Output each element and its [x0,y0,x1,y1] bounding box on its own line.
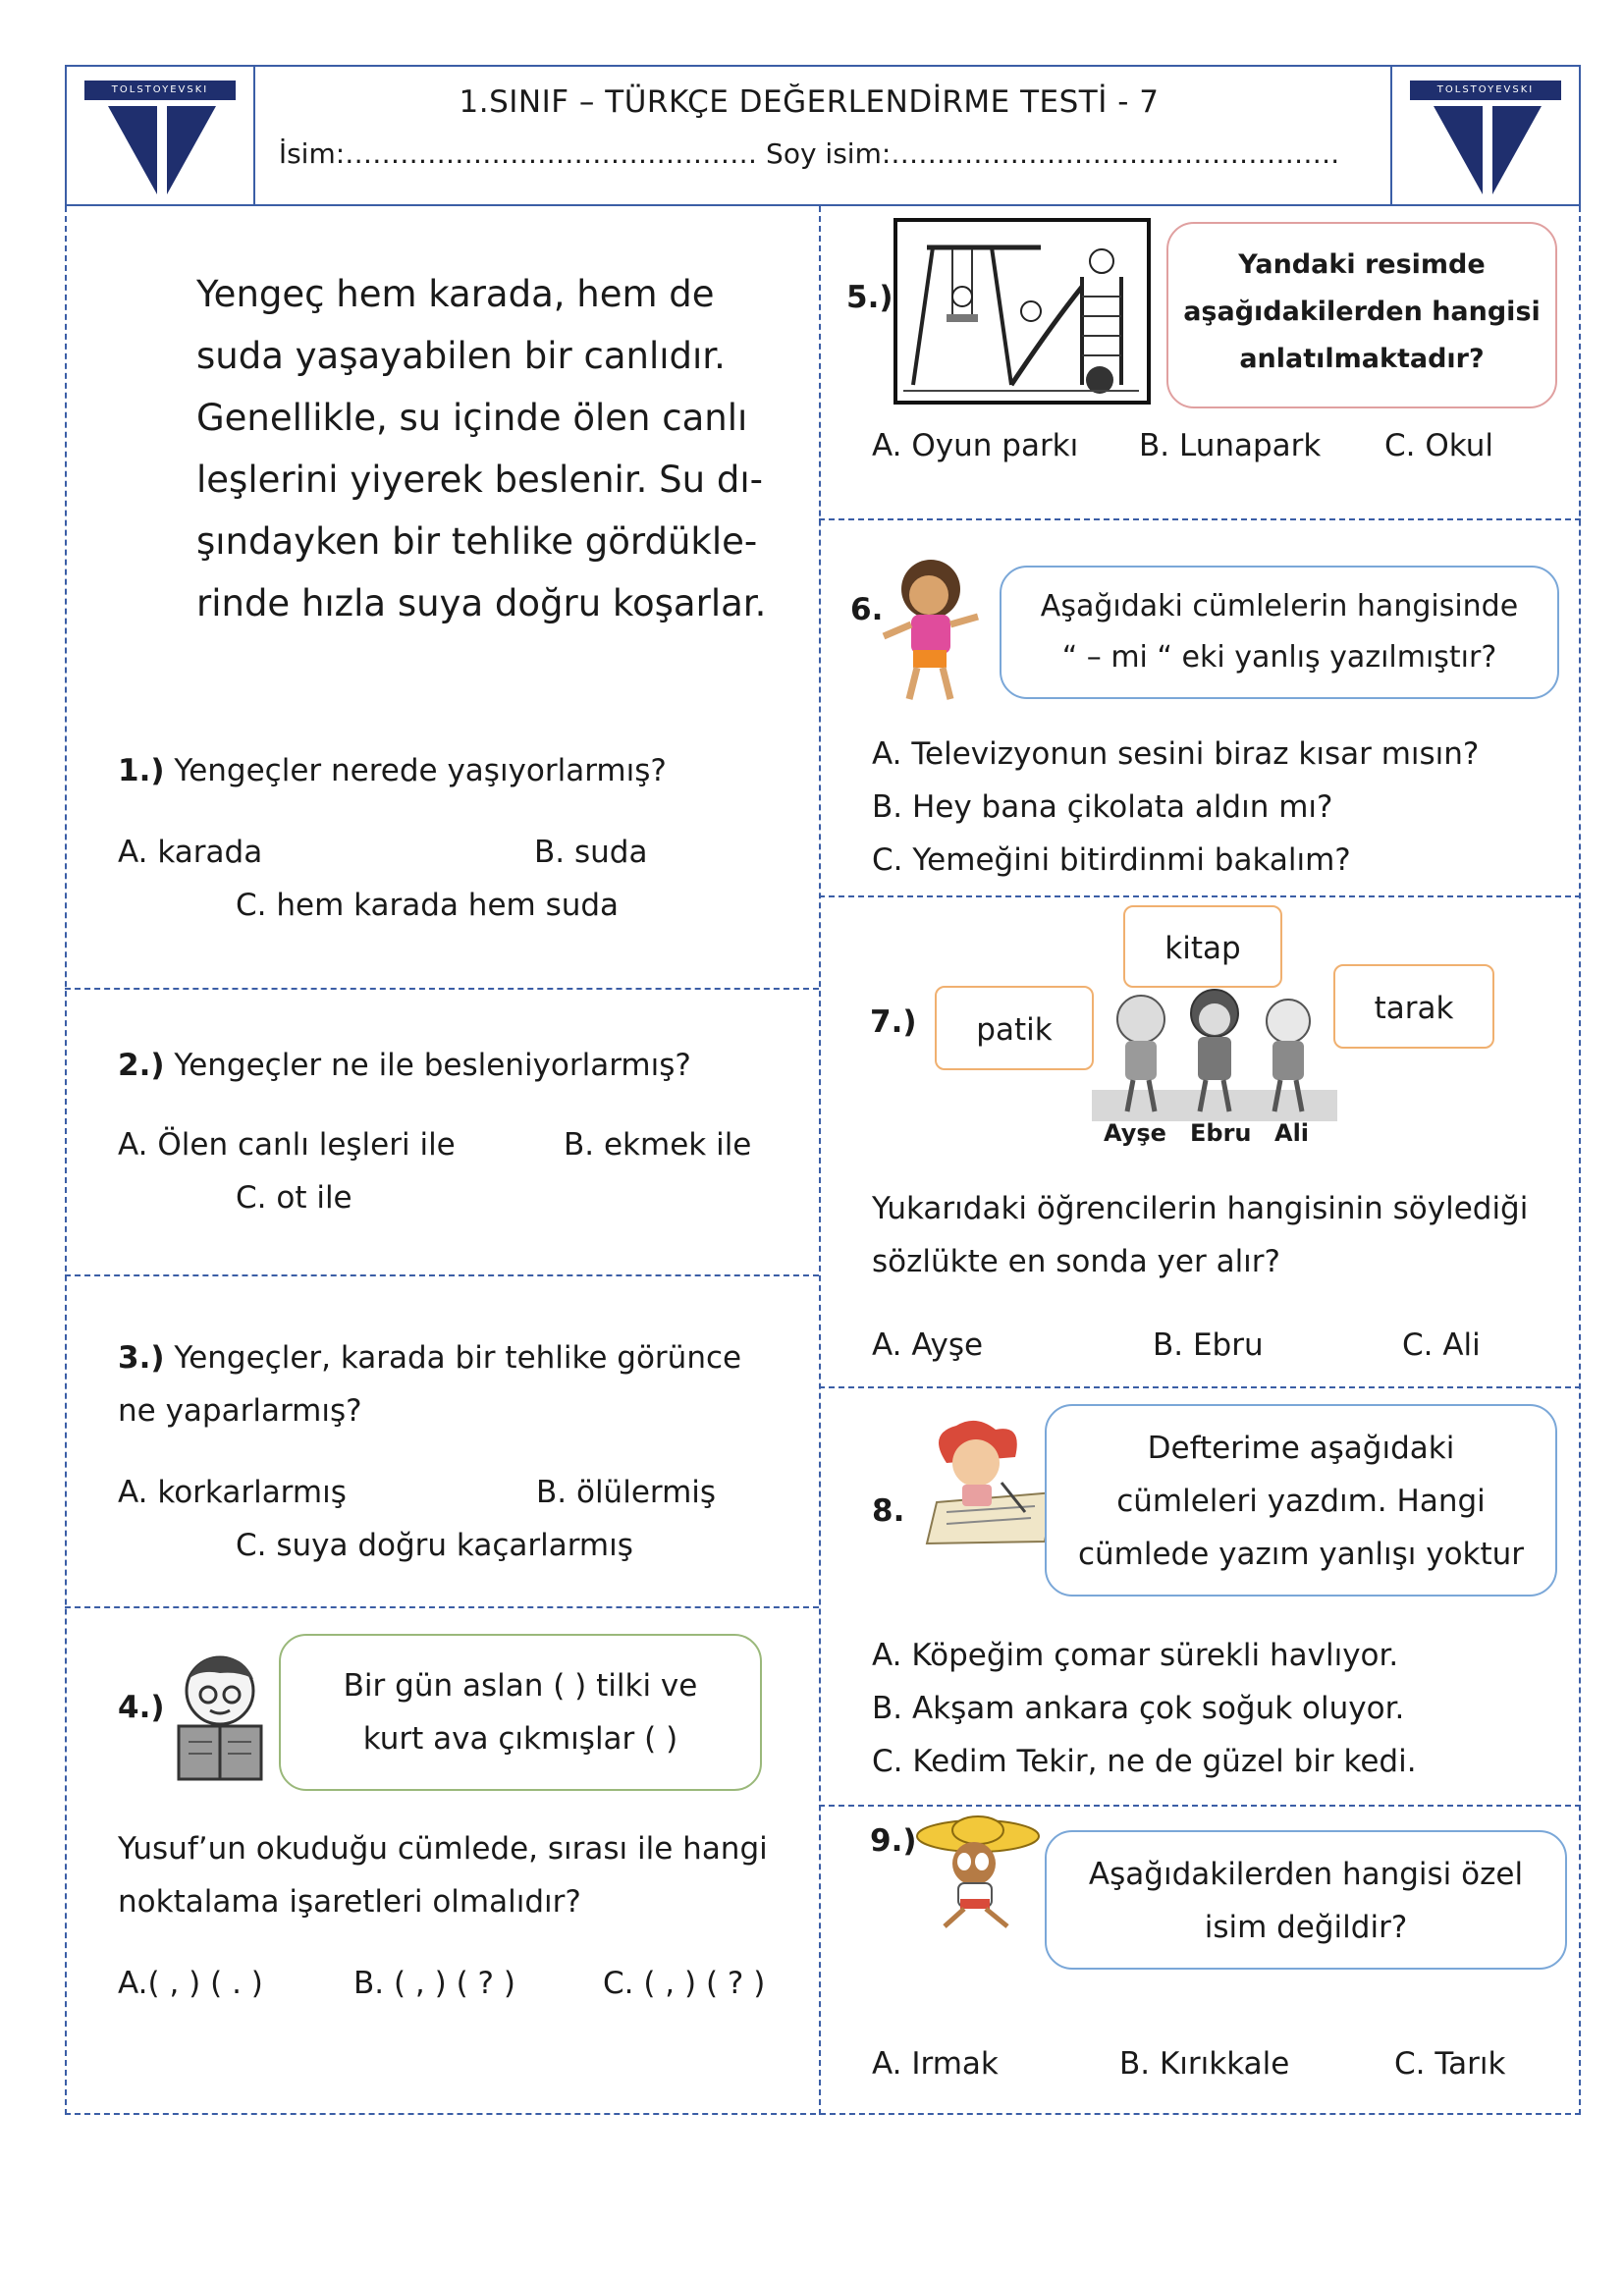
question-text: ne yaparlarmış? [118,1393,362,1429]
passage-line: leşlerini yiyerek beslenir. Su dı- [196,459,763,501]
question-8 [872,1485,904,1538]
column-divider [819,206,821,2115]
option-b[interactable]: B. ölülermiş [536,1475,717,1510]
bubble-line: “ – mi “ eki yanlış yazılmıştır? [1061,640,1497,675]
option-c[interactable]: C. hem karada hem suda [236,888,620,923]
divider [819,1386,1581,1388]
passage-line: Yengeç hem karada, hem de [196,273,715,315]
speech-bubble [1045,1404,1557,1597]
bubble-line: Aşağıdaki cümlelerin hangisinde [1040,589,1519,623]
option-c[interactable]: C. suya doğru kaçarlarmış [236,1528,633,1563]
speech-bubble [279,1634,762,1791]
bubble-line: cümleleri yazdım. Hangi [1116,1484,1486,1519]
option-b[interactable]: B. Akşam ankara çok soğuk oluyor. [872,1691,1405,1726]
question-4 [118,1681,165,1734]
divider [65,1274,819,1276]
question-number: 4.) [118,1690,165,1725]
divider [65,1606,819,1608]
option-c[interactable]: C. Tarık [1394,2046,1506,2082]
option-b[interactable]: B. Hey bana çikolata aldın mı? [872,789,1333,825]
bubble-line: Aşağıdakilerden hangisi özel [1088,1857,1524,1892]
question-number: 3.) [118,1340,165,1376]
question-7 [870,996,917,1049]
logo-text: TOLSTOYEVSKI [1410,81,1561,100]
option-a[interactable]: A. Ölen canlı leşleri ile [118,1127,456,1163]
question-number: 6. [850,592,884,627]
option-b[interactable]: B. suda [534,835,648,870]
speech-bubble [1045,1830,1567,1970]
option-a[interactable]: A. Televizyonun sesini biraz kısar mısın? [872,736,1480,772]
bubble-line: Bir gün aslan ( ) tilki ve [343,1668,698,1704]
question-text: sözlükte en sonda yer alır? [872,1244,1280,1279]
option-c[interactable]: C. Okul [1384,428,1494,463]
question-5 [846,271,893,324]
question-number: 7.) [870,1004,917,1040]
question-number: 1.) [118,753,165,788]
question-2 [118,1039,691,1092]
option-b[interactable]: B. Ebru [1153,1327,1264,1363]
name-line: İsim:……………………………………… Soy isim:…………………………………………. [278,137,1340,170]
bubble-line: isim değildir? [1204,1910,1408,1945]
option-a[interactable]: A. Oyun parkı [872,428,1079,463]
question-number: 2.) [118,1048,165,1083]
cartoon-mouse-icon [901,1814,1049,1930]
option-a[interactable]: A. karada [118,835,263,870]
question-4-text [118,1822,768,1928]
playground-picture-icon [893,218,1151,405]
question-text: Yukarıdaki öğrencilerin hangisinin söylediği [872,1191,1529,1226]
option-a[interactable]: A.( , ) ( . ) [118,1966,263,2001]
question-number: 9.) [870,1823,917,1859]
word-bubble: patik [935,986,1094,1070]
question-1 [118,744,667,797]
option-a[interactable]: A. Irmak [872,2046,999,2082]
reading-boy-icon [161,1650,279,1783]
divider [65,988,819,990]
option-b[interactable]: B. Lunapark [1139,428,1322,463]
bubble-line: aşağıdakilerden hangisi [1183,297,1541,327]
question-text: Yusuf’un okuduğu cümlede, sırası ile hangi [118,1831,768,1867]
speech-bubble [1166,222,1557,408]
page-title: 1.SINIF – TÜRKÇE DEĞERLENDİRME TESTİ - 7 [459,84,1160,120]
question-3 [118,1331,741,1437]
word-bubble: tarak [1333,964,1494,1049]
question-text: Yengeçler ne ile besleniyorlarmış? [174,1048,691,1083]
bubble-line: kurt ava çıkmışlar ( ) [362,1721,678,1757]
passage-line: suda yaşayabilen bir canlıdır. [196,335,726,377]
option-c[interactable]: C. ot ile [236,1180,352,1216]
reading-passage [196,263,785,634]
passage-line: rinde hızla suya doğru koşarlar. [196,582,767,624]
option-c[interactable]: C. ( , ) ( ? ) [603,1966,766,2001]
question-number: 5.) [846,280,893,315]
logo-mark-icon [1430,106,1545,196]
option-a[interactable]: A. Ayşe [872,1327,984,1363]
divider [819,895,1581,897]
child-name-1: Ayşe [1104,1119,1166,1147]
question-text: Yengeçler, karada bir tehlike görünce [174,1340,742,1376]
option-a[interactable]: A. korkarlarmış [118,1475,347,1510]
bubble-line: anlatılmaktadır? [1239,344,1485,374]
child-name-2: Ebru [1190,1119,1252,1147]
option-c[interactable]: C. Ali [1402,1327,1481,1363]
writing-girl-icon [907,1414,1064,1547]
child-name-3: Ali [1274,1119,1310,1147]
option-a[interactable]: A. Köpeğim çomar sürekli havlıyor. [872,1638,1399,1673]
logo-mark-icon [104,106,220,196]
divider [819,1805,1581,1807]
option-c[interactable]: C. Kedim Tekir, ne de güzel bir kedi. [872,1744,1417,1779]
question-text: Yengeçler nerede yaşıyorlarmış? [174,753,667,788]
option-b[interactable]: B. Kırıkkale [1119,2046,1290,2082]
bubble-line: Yandaki resimde [1238,249,1486,280]
option-b[interactable]: B. ( , ) ( ? ) [353,1966,515,2001]
bubble-line: Defterime aşağıdaki [1147,1431,1455,1466]
passage-line: Genellikle, su içinde ölen canlı [196,397,748,439]
logo-right [1390,65,1581,206]
bubble-line: cümlede yazım yanlışı yoktur [1077,1537,1525,1572]
three-children-icon [1092,984,1337,1121]
logo-left [65,65,255,206]
logo-text: TOLSTOYEVSKI [84,81,236,100]
cartoon-girl-icon [870,556,992,703]
divider [819,518,1581,520]
option-b[interactable]: B. ekmek ile [564,1127,752,1163]
speech-bubble [1000,566,1559,699]
passage-line: şındayken bir tehlike gördükle- [196,520,758,563]
word-bubble: kitap [1123,905,1282,988]
question-7-text [872,1182,1528,1288]
question-text: noktalama işaretleri olmalıdır? [118,1884,581,1920]
option-c[interactable]: C. Yemeğini bitirdinmi bakalım? [872,842,1351,878]
question-number: 8. [872,1493,905,1529]
